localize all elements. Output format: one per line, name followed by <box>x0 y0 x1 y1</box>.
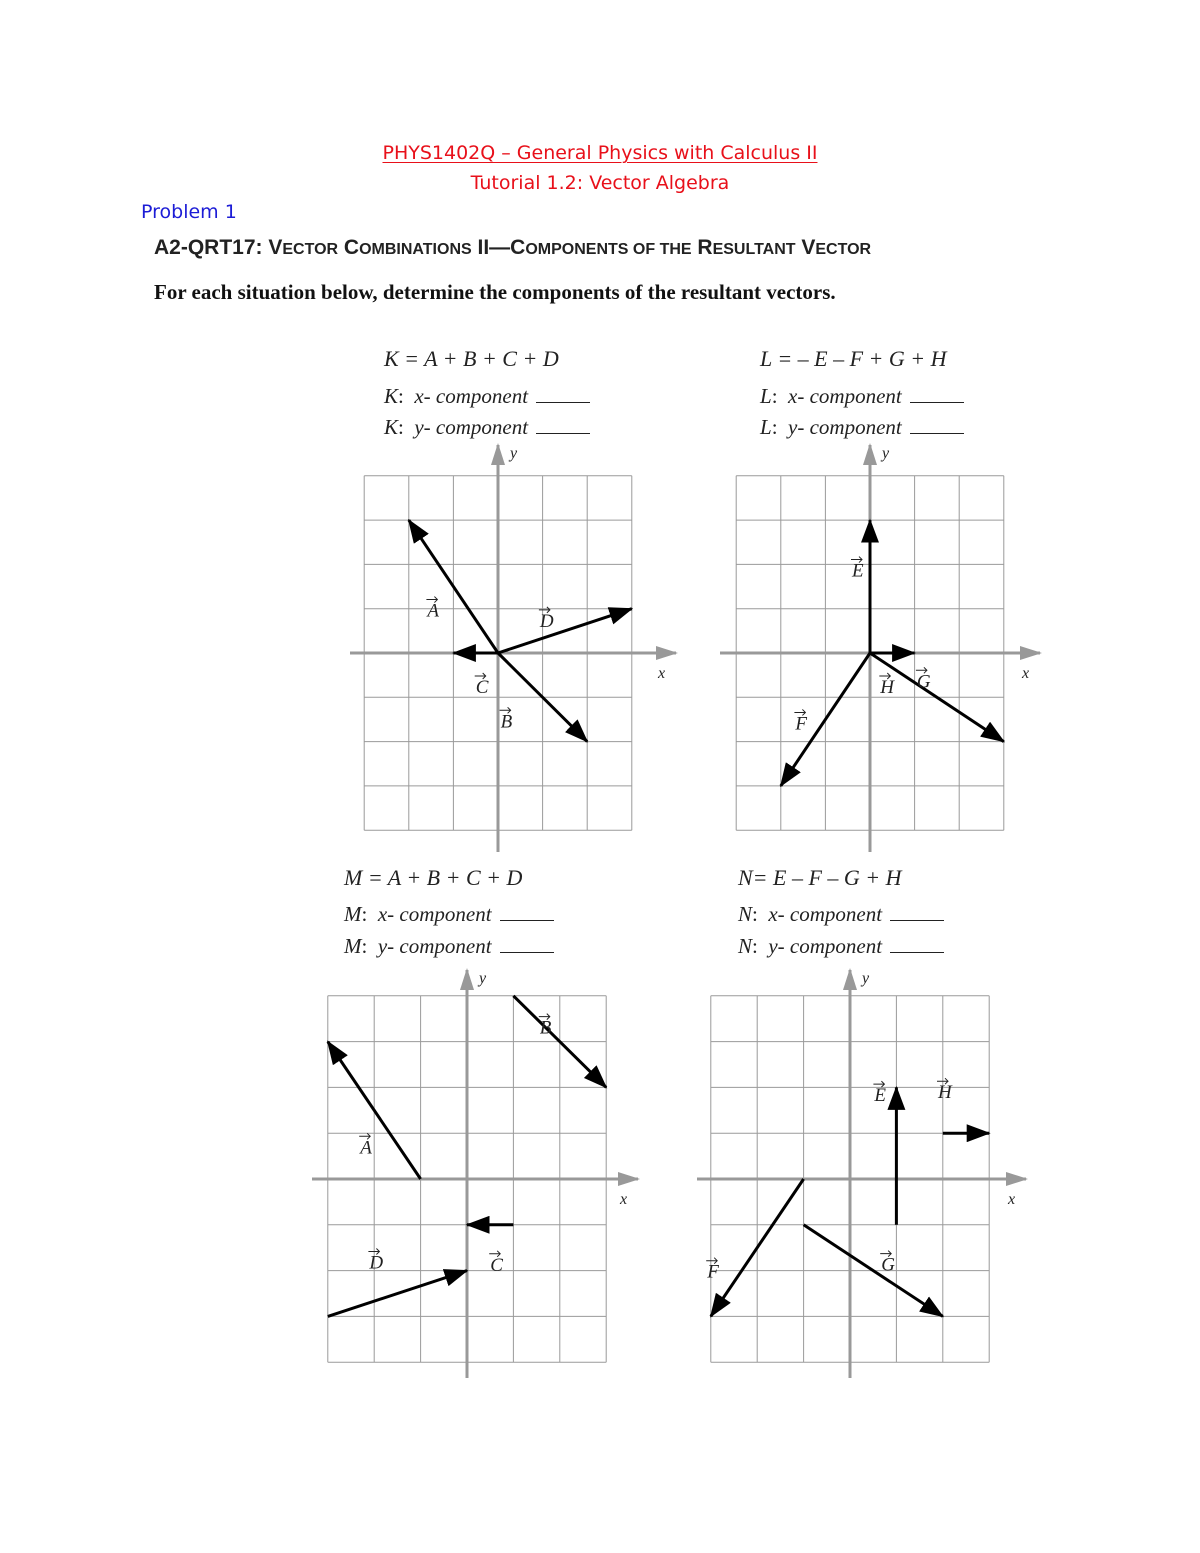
vector-label-e: E <box>874 1085 887 1107</box>
vector-grid-1 <box>720 445 1040 852</box>
vector-label-h: H <box>938 1082 952 1104</box>
x-axis-label: x <box>658 665 666 682</box>
n-x-component-row: N: x- component <box>738 902 944 927</box>
vector-label-e: E <box>852 560 864 582</box>
vector-label-b: B <box>500 711 513 733</box>
vector-label-g: G <box>881 1254 895 1276</box>
x-axis-label: x <box>620 1191 628 1208</box>
vector-label-d: D <box>369 1252 384 1274</box>
vector-label-a: A <box>427 600 440 622</box>
equation-m: M = A + B + C + D <box>344 865 523 890</box>
vector-d <box>498 609 632 653</box>
vector-label-g: G <box>916 671 931 693</box>
vector-grid-3 <box>697 970 1026 1378</box>
vector-d <box>328 1271 467 1317</box>
vector-label-h: H <box>880 677 895 698</box>
vector-label-d: D <box>539 610 554 632</box>
y-axis-label: y <box>882 445 890 462</box>
vector-grid-2 <box>312 970 638 1378</box>
problem-label: Problem 1 <box>141 201 237 223</box>
y-axis-label: y <box>510 445 518 462</box>
course-title: PHYS1402Q – General Physics with Calculus II <box>382 142 818 164</box>
tutorial-title: Tutorial 1.2: Vector Algebra <box>470 172 730 194</box>
equation-k: K = A + B + C + D <box>384 346 559 371</box>
l-y-component-row: L: y- component <box>760 415 964 440</box>
m-y-component-row: M: y- component <box>344 934 554 959</box>
vector-grid-0 <box>350 445 676 852</box>
m-x-component-row: M: x- component <box>344 902 554 927</box>
qrt-heading: A2-QRT17: VECTOR COMBINATIONS II—COMPONENTS OF THE RESULTANT VECTOR <box>154 236 872 259</box>
k-x-component-row: K: x- component <box>384 384 590 409</box>
k-y-component-row: K: y- component <box>384 415 590 440</box>
n-y-component-row: N: y- component <box>738 934 944 959</box>
vector-label-c: C <box>475 677 489 698</box>
equation-n: N= E – F – G + H <box>738 865 902 890</box>
equation-l: L = – E – F + G + H <box>760 346 947 371</box>
vector-label-c: C <box>490 1254 503 1276</box>
y-axis-label: y <box>479 970 487 987</box>
x-axis-label: x <box>1008 1191 1016 1208</box>
vector-label-a: A <box>360 1137 372 1159</box>
y-axis-label: y <box>862 970 870 987</box>
x-axis-label: x <box>1022 665 1030 682</box>
vector-label-b: B <box>539 1017 552 1039</box>
vector-label-f: F <box>795 713 808 735</box>
l-x-component-row: L: x- component <box>760 384 964 409</box>
vector-label-f: F <box>707 1261 719 1283</box>
instruction: For each situation below, determine the components of the resultant vectors. <box>154 280 836 304</box>
